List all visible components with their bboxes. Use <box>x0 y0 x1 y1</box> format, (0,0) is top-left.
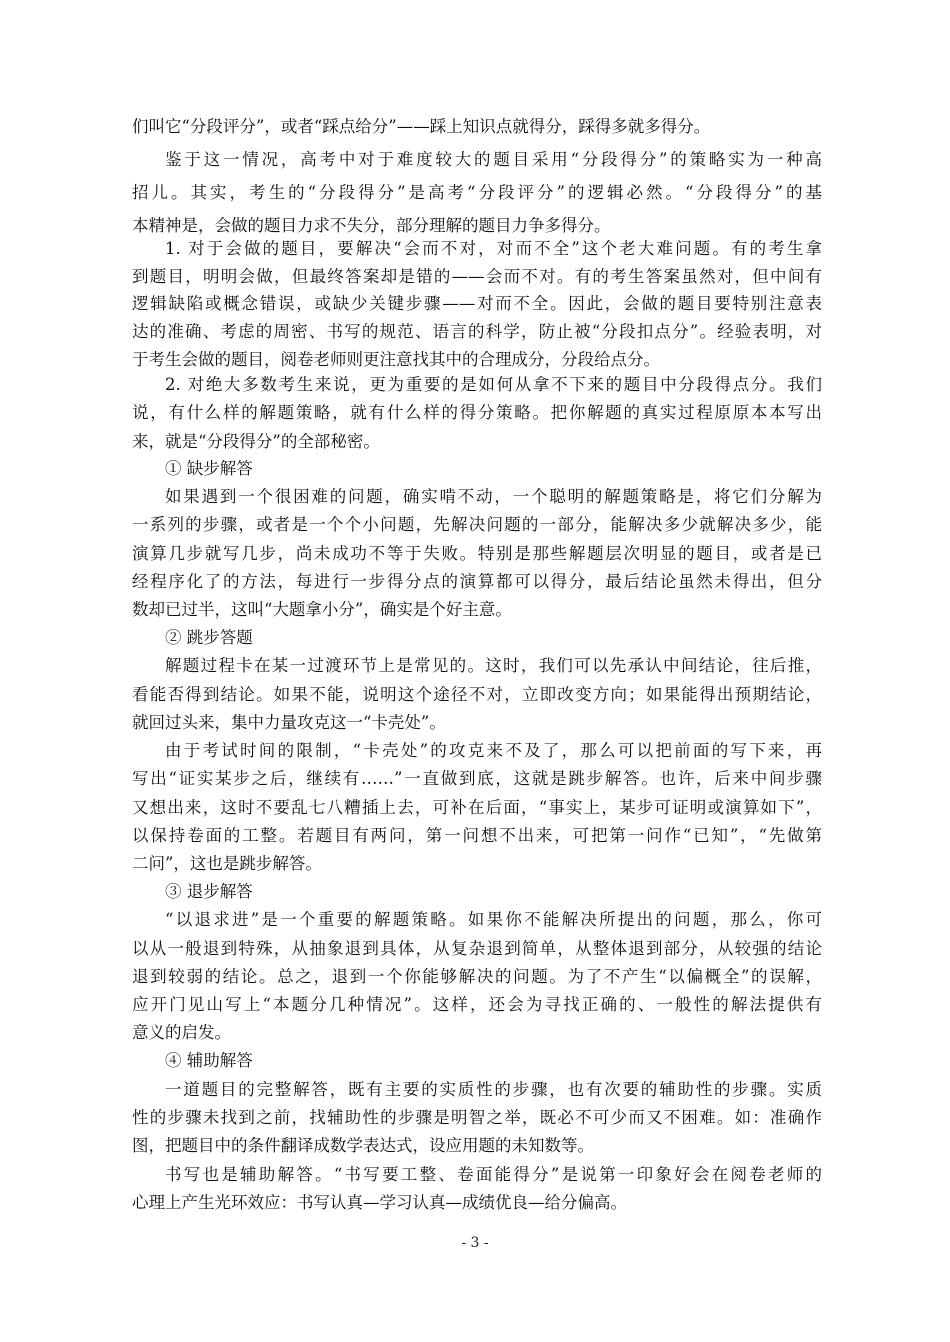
paragraph-line: 心理上产生光环效应：书写认真—学习认真—成绩优良—给分偏高。 <box>132 1193 627 1212</box>
paragraph-line: 解题过程卡在某一过渡环节上是常见的。这时，我们可以先承认中间结论，往后推， <box>165 656 822 675</box>
paragraph-line: 1. 对于会做的题目，要解决“会而不对，对而不全”这个老大难问题。有的考生拿 <box>165 239 822 258</box>
paragraph-line: 一系列的步骤，或者是一个个小问题，先解决问题的一部分，能解决多少就解决多少，能 <box>132 515 822 534</box>
paragraph-line: 演算几步就写几步，尚未成功不等于失败。特别是那些解题层次明显的题目，或者是已 <box>132 544 822 563</box>
paragraph-line: 本精神是，会做的题目力求不失分，部分理解的题目力争多得分。 <box>132 216 611 235</box>
paragraph-line: 图，把题目中的条件翻译成数学表达式，设应用题的未知数等。 <box>132 1136 594 1155</box>
page-number: - 3 - <box>461 1235 489 1251</box>
paragraph-line: “以退求进”是一个重要的解题策略。如果你不能解决所提出的问题，那么，你可 <box>165 910 822 929</box>
paragraph-line: 二问”，这也是跳步解答。 <box>132 854 322 873</box>
paragraph-line: 退到较弱的结论。总之，退到一个你能够解决的问题。为了不产生“以偏概全”的误解， <box>132 967 822 986</box>
section-heading: ④ 辅助解答 <box>165 1051 253 1070</box>
paragraph-line: 性的步骤未找到之前，找辅助性的步骤是明智之举，既必不可少而又不困难。如：准确作 <box>132 1108 822 1127</box>
section-heading: ③ 退步解答 <box>165 882 253 901</box>
paragraph-line: 说，有什么样的解题策略，就有什么样的得分策略。把你解题的真实过程原原本本写出 <box>132 403 822 422</box>
paragraph-line: 于考生会做的题目，阅卷老师则更注意找其中的合理成分，分段给点分。 <box>132 350 660 369</box>
paragraph-line: 达的准确、考虑的周密、书写的规范、语言的科学，防止被“分段扣点分”。经验表明，对 <box>132 322 822 341</box>
paragraph-line: 一道题目的完整解答，既有主要的实质性的步骤，也有次要的辅助性的步骤。实质 <box>165 1080 822 1099</box>
paragraph-line: 写出“证实某步之后，继续有……”一直做到底，这就是跳步解答。也许，后来中间步骤 <box>132 769 822 788</box>
paragraph-line: 到题目，明明会做，但最终答案却是错的——会而不对。有的考生答案虽然对，但中间有 <box>132 267 822 286</box>
paragraph-line: 如果遇到一个很困难的问题，确实啃不动，一个聪明的解题策略是，将它们分解为 <box>165 487 822 506</box>
section-heading: ① 缺步解答 <box>165 459 253 478</box>
paragraph-line: 就回过头来，集中力量攻克这一“卡壳处”。 <box>132 713 446 732</box>
paragraph-line: 意义的启发。 <box>132 1023 231 1042</box>
paragraph-line: 们叫它“分段评分”，或者“踩点给分”——踩上知识点就得分，踩得多就多得分。 <box>132 117 711 136</box>
paragraph-line: 看能否得到结论。如果不能，说明这个途径不对，立即改变方向；如果能得出预期结论， <box>132 685 822 704</box>
paragraph-line: 鉴于这一情况，高考中对于难度较大的题目采用“分段得分”的策略实为一种高 <box>165 150 822 169</box>
paragraph-line: 以保持卷面的工整。若题目有两问，第一问想不出来，可把第一问作“已知”，“先做第 <box>132 826 822 845</box>
paragraph-line: 数却已过半，这叫“大题拿小分”，确实是个好主意。 <box>132 600 512 619</box>
paragraph-line: 经程序化了的方法，每进行一步得分点的演算都可以得分，最后结论虽然未得出，但分 <box>132 572 822 591</box>
paragraph-line: 2. 对绝大多数考生来说，更为重要的是如何从拿不下来的题目中分段得点分。我们 <box>165 375 822 394</box>
paragraph-line: 来，就是“分段得分”的全部秘密。 <box>132 432 380 451</box>
section-heading: ② 跳步答题 <box>165 628 253 647</box>
paragraph-line: 招儿。其实，考生的“分段得分”是高考“分段评分”的逻辑必然。“分段得分”的基 <box>132 183 822 202</box>
paragraph-line: 应开门见山写上“本题分几种情况”。这样，还会为寻找正确的、一般性的解法提供有 <box>132 995 822 1014</box>
paragraph-line: 由于考试时间的限制，“卡壳处”的攻克来不及了，那么可以把前面的写下来，再 <box>165 741 822 760</box>
paragraph-line: 又想出来，这时不要乱七八糟插上去，可补在后面，“事实上，某步可证明或演算如下”， <box>132 798 822 817</box>
paragraph-line: 逻辑缺陷或概念错误，或缺少关键步骤——对而不全。因此，会做的题目要特别注意表 <box>132 294 822 313</box>
paragraph-line: 以从一般退到特殊，从抽象退到具体，从复杂退到简单，从整体退到部分，从较强的结论 <box>132 939 822 958</box>
paragraph-line: 书写也是辅助解答。“书写要工整、卷面能得分”是说第一印象好会在阅卷老师的 <box>165 1165 822 1184</box>
